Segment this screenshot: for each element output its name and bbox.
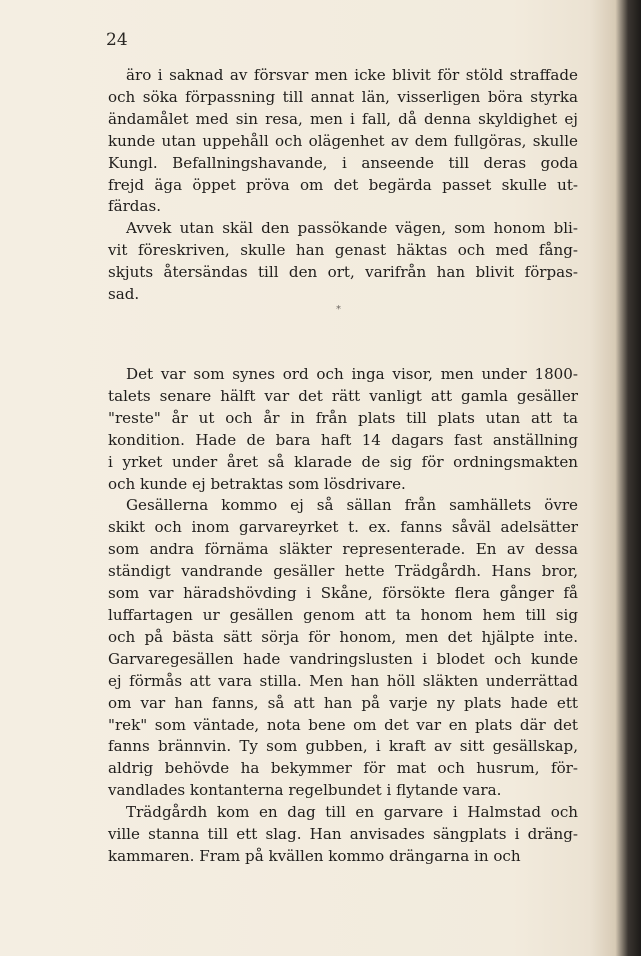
text-line: i yrket under året så klarade de sig för ordningsmakten <box>108 452 578 471</box>
text-line: "reste" år ut och år in från plats till plats utan att ta <box>108 408 578 427</box>
text-line: som var häradshövding i Skåne, försökte flera gånger få <box>108 584 578 603</box>
text-line: "rek" som väntade, nota bene om det var en plats där det <box>108 715 578 734</box>
text-line: aldrig behövde ha bekymmer för mat och husrum, för- <box>108 759 578 778</box>
text-line: fanns brännvin. Ty som gubben, i kraft av sitt gesällskap, <box>108 737 578 756</box>
text-section-1 <box>108 65 578 306</box>
page-number: 24 <box>106 30 128 50</box>
text-line: skjuts återsändas till den ort, varifrån han blivit förpas- <box>108 263 578 282</box>
text-line: som andra förnäma släkter representerade. En av dessa <box>108 540 578 559</box>
text-line: färdas. <box>108 197 162 216</box>
paragraph <box>108 218 578 306</box>
text-line: ändamålet med sin resa, men i fall, då denna skyldighet ej <box>108 109 578 128</box>
text-line: ej förmås att vara stilla. Men han höll släkten underrättad <box>108 671 578 690</box>
text-line: sad. <box>108 285 140 304</box>
text-section-2 <box>108 364 578 868</box>
paragraph <box>108 495 578 802</box>
text-line: Det var som synes ord och inga visor, men under 1800- <box>126 365 578 383</box>
text-line: och söka förpassning till annat län, visserligen böra styrka <box>108 87 578 106</box>
text-line: Garvaregesällen hade vandringslusten i blodet och kunde <box>108 649 578 668</box>
text-line: frejd äga öppet pröva om det begärda passet skulle ut- <box>108 175 578 194</box>
text-line: och på bästa sätt sörja för honom, men det hjälpte inte. <box>108 627 578 646</box>
text-line: talets senare hälft var det rätt vanligt att gamla gesäller <box>108 386 578 405</box>
paragraph <box>108 802 578 868</box>
text-line: luffartagen ur gesällen genom att ta honom hem till sig <box>108 605 578 624</box>
text-line: ville stanna till ett slag. Han anvisades sängplats i dräng- <box>108 825 578 844</box>
text-line: skikt och inom garvareyrket t. ex. fanns såväl adelsätter <box>108 518 578 537</box>
text-line: Avvek utan skäl den passökande vägen, som honom bli- <box>126 219 578 238</box>
text-line: kammaren. Fram på kvällen kommo drängarna in och <box>108 846 521 865</box>
text-line: om var han fanns, så att han på varje ny plats hade ett <box>108 693 578 712</box>
text-line: Gesällerna kommo ej så sällan från samhällets övre <box>126 496 578 515</box>
text-line: kondition. Hade de bara haft 14 dagars fast anställning <box>108 430 578 449</box>
text-line: vit föreskriven, skulle han genast häktas och med fång- <box>108 241 578 260</box>
text-line: ständigt vandrande gesäller hette Trädgårdh. Hans bror, <box>108 562 578 581</box>
text-line: kunde utan uppehåll och olägenhet av dem fullgöras, skulle <box>108 131 578 150</box>
section-separator: * <box>336 304 341 315</box>
paragraph <box>108 65 578 218</box>
text-line: och kunde ej betraktas som lösdrivare. <box>108 474 406 493</box>
text-line: Trädgårdh kom en dag till en garvare i Halmstad och <box>126 803 578 822</box>
paragraph <box>108 364 578 495</box>
text-line: vandlades kontanterna regelbundet i flytande vara. <box>108 781 502 800</box>
text-line: äro i saknad av försvar men icke blivit för stöld straffade <box>126 66 578 84</box>
text-line: Kungl. Befallningshavande, i anseende till deras goda <box>108 153 578 172</box>
